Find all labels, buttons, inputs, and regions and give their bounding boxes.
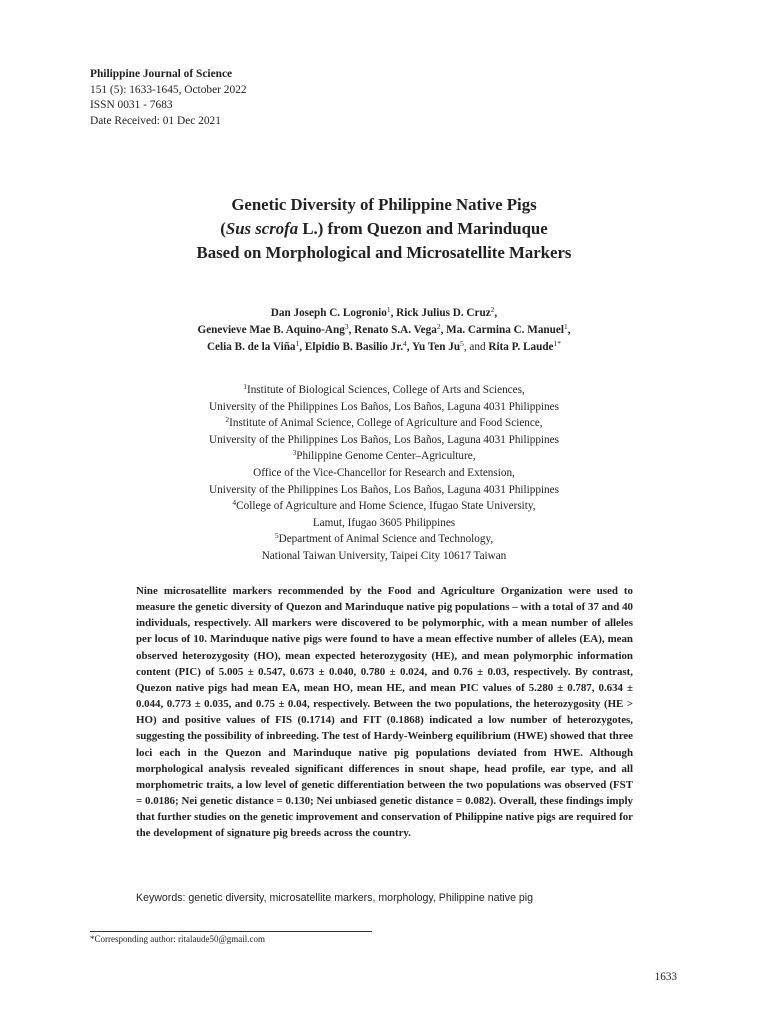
author-affiliation-mark: 1	[563, 322, 568, 331]
affiliation-text: Philippine Genome Center–Agriculture,	[296, 450, 476, 463]
affiliation-line	[90, 531, 678, 548]
affiliation-text: Lamut, Ifugao 3605 Philippines	[312, 516, 456, 529]
author-name: Genevieve Mae B. Aquino-Ang	[197, 324, 345, 336]
author-affiliation-mark: 4	[403, 339, 407, 348]
affiliation-line	[90, 482, 678, 499]
affiliation-mark: 3	[292, 448, 297, 458]
affiliation-list	[90, 382, 678, 565]
title-line-2: (Sus scrofa L.) from Quezon and Marinduque	[220, 219, 548, 238]
affiliation-text: Institute of Animal Science, College of Agriculture and Food Science,	[229, 417, 543, 430]
affiliation-mark: 1	[243, 382, 247, 391]
author-name: Dan Joseph C. Logronio	[270, 307, 387, 319]
date-received: Date Received: 01 Dec 2021	[90, 114, 221, 127]
affiliation-line	[90, 465, 678, 482]
author-separator: ,	[494, 307, 498, 319]
journal-header	[90, 67, 247, 129]
affiliation-line	[90, 548, 678, 565]
author-name: Ma. Carmina C. Manuel	[446, 324, 564, 336]
affiliation-text: Department of Animal Science and Technology,	[278, 533, 494, 546]
author-name: Renato S.A. Vega	[354, 324, 437, 336]
journal-volume: 151 (5): 1633-1645, October 2022	[90, 83, 247, 96]
corresponding-author-footnote: *Corresponding author: ritalaude50@gmail.com	[90, 934, 265, 944]
author-separator: ,	[406, 341, 412, 353]
affiliation-line	[90, 498, 678, 515]
affiliation-text: University of the Philippines Los Baños, Los Baños, Laguna 4031 Philippines	[209, 483, 559, 496]
author-affiliation-mark: 1	[386, 305, 391, 314]
affiliation-text: University of the Philippines Los Baños, Los Baños, Laguna 4031 Philippines	[209, 400, 559, 413]
author-line	[90, 322, 678, 339]
title-line-1: Genetic Diversity of Philippine Native Pigs	[231, 195, 537, 214]
author-list	[90, 305, 678, 356]
affiliation-line	[90, 415, 678, 432]
journal-issn: ISSN 0031 - 7683	[90, 99, 173, 111]
author-separator: ,	[299, 341, 305, 353]
paper-title	[90, 193, 678, 265]
abstract: Nine microsatellite markers recommended by the Food and Agriculture Organization were used to measure the genetic diversity of Quezon and Marinduque native pig populations – with a total of 37 and 40 individuals, respectively. All markers were discovered to be polymorphic, with a mean number of alleles per locus of 10. Marinduque native pigs were found to have a mean effective number of alleles (EA), mean observed heterozygosity (HO), mean expected heterozygosity (HE), and mean polymorphic information content (PIC) of 5.005 ± 0.547, 0.673 ± 0.040, 0.780 ± 0.024, and 0.76 ± 0.03, respectively. By contrast, Quezon native pigs had mean EA, mean HO, mean HE, and mean PIC values of 5.280 ± 0.787, 0.634 ± 0.044, 0.773 ± 0.035, and 0.75 ± 0.04, respectively. Between the two populations, the heterozygosity (HE > HO) and positive values of FIS (0.1714) and FIT (0.1868) indicated a low number of heterozygotes, suggesting the possibility of inbreeding. The test of Hardy-Weinberg equilibrium (HWE) showed that three loci each in the Quezon and Marinduque native pig populations deviated from HWE. Although morphological analysis revealed significant differences in snout shape, head profile, ear type, and all morphometric traits, a low level of genetic differentiation between the two populations was observed (FST = 0.0186; Nei genetic distance = 0.130; Nei unbiased genetic distance = 0.082). Overall, these findings imply that further studies on the genetic improvement and conservation of Philippine native pigs are required for the development of signature pig breeds across the country.	[136, 585, 633, 840]
author-name: Celia B. de la Viña	[206, 341, 296, 353]
keywords: Keywords: genetic diversity, microsatellite markers, morphology, Philippine native pig	[136, 892, 534, 904]
affiliation-line	[90, 399, 678, 416]
affiliation-line	[90, 448, 678, 465]
author-affiliation-mark: 1	[295, 339, 300, 348]
footnote-divider	[90, 931, 372, 932]
author-affiliation-mark: 3	[344, 322, 349, 331]
page-number: 1633	[654, 971, 677, 983]
author-separator: , and	[463, 341, 489, 353]
affiliation-line	[90, 515, 678, 532]
affiliation-mark: 5	[274, 531, 279, 541]
affiliation-mark: 2	[225, 415, 230, 425]
author-affiliation-mark: 2	[490, 305, 495, 314]
author-affiliation-mark: 5	[460, 339, 464, 348]
title-line-3: Based on Morphological and Microsatellite Markers	[196, 243, 572, 262]
author-affiliation-mark: 1*	[553, 339, 562, 348]
author-separator: ,	[567, 324, 571, 336]
affiliation-text: Institute of Biological Sciences, College of Arts and Sciences,	[246, 384, 525, 396]
affiliation-text: National Taiwan University, Taipei City 10617 Taiwan	[261, 549, 507, 562]
author-name: Rita P. Laude	[488, 341, 554, 353]
author-affiliation-mark: 2	[436, 322, 441, 331]
affiliation-line	[90, 382, 678, 399]
author-name: Yu Ten Ju	[411, 341, 461, 353]
author-line	[90, 305, 678, 322]
affiliation-mark: 4	[232, 498, 237, 508]
author-name: Elpidio B. Basilio Jr.	[304, 341, 404, 353]
author-separator: ,	[390, 307, 397, 319]
species-name: Sus scrofa	[225, 219, 299, 238]
author-separator: ,	[348, 324, 355, 336]
author-separator: ,	[440, 324, 447, 336]
author-name: Rick Julius D. Cruz	[396, 307, 491, 319]
journal-name: Philippine Journal of Science	[90, 68, 233, 80]
affiliation-text: Office of the Vice-Chancellor for Research and Extension,	[253, 466, 515, 479]
affiliation-text: University of the Philippines Los Baños, Los Baños, Laguna 4031 Philippines	[209, 433, 559, 446]
affiliation-line	[90, 432, 678, 449]
affiliation-text: College of Agriculture and Home Science, Ifugao State University,	[236, 500, 536, 513]
author-line	[90, 339, 678, 356]
